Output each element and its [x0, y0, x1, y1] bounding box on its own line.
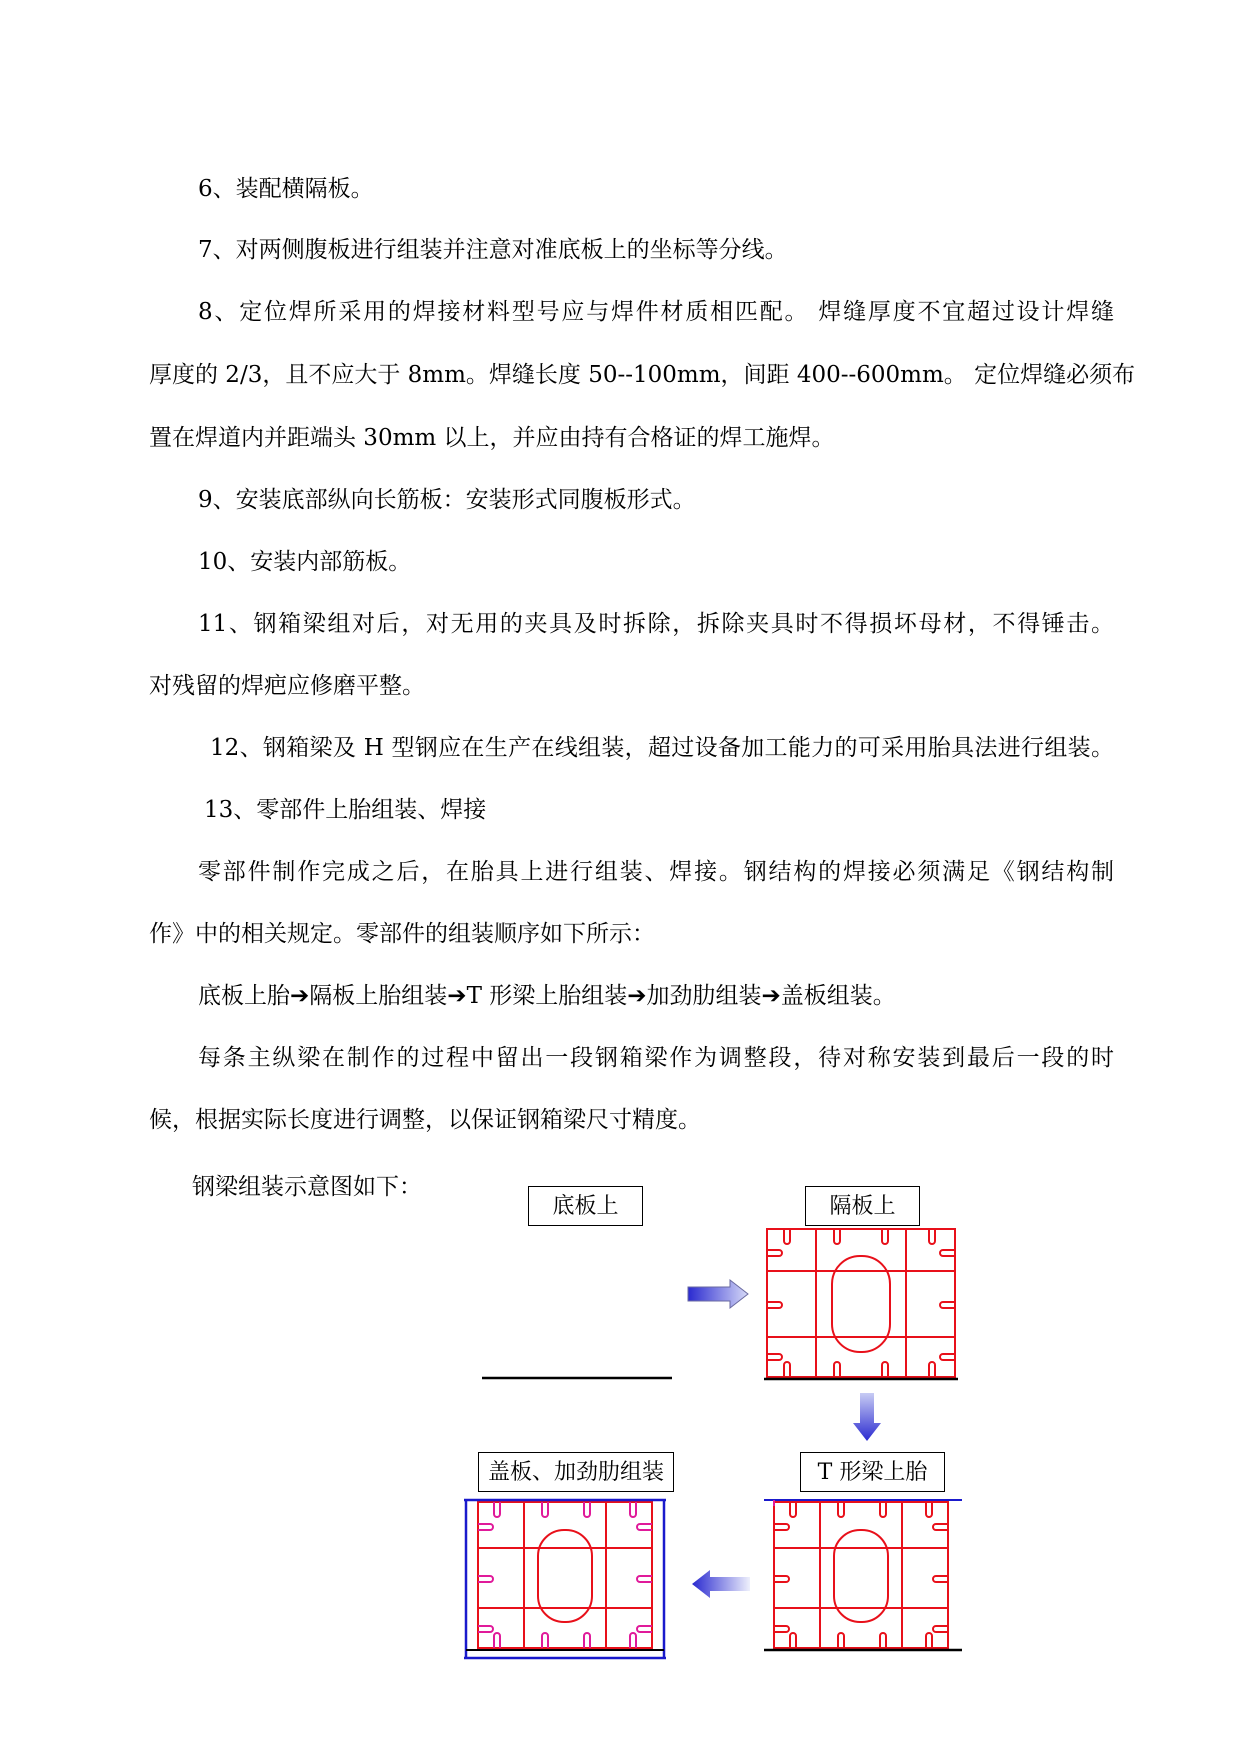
arrow-right-icon — [688, 1280, 750, 1310]
para-8-line-1: 8、定位焊所采用的焊接材料型号应与焊件材质相匹配。 焊缝厚度不宜超过设计焊缝 — [198, 299, 1114, 325]
para-7: 7、对两侧腹板进行组装并注意对准底板上的坐标等分线。 — [198, 237, 788, 263]
para-11-line-2: 对残留的焊疤应修磨平整。 — [149, 673, 425, 699]
assembly-para-line-2: 作》中的相关规定。零部件的组装顺序如下所示： — [149, 921, 655, 947]
seq-arrow-icon: ➔ — [761, 983, 781, 1009]
label-bottom-plate: 底板上 — [528, 1186, 643, 1226]
seq-step-4: 加劲肋组装 — [646, 983, 762, 1009]
seq-arrow-icon: ➔ — [447, 983, 467, 1009]
diagram-intro: 钢梁组装示意图如下： — [192, 1174, 422, 1200]
label-diaphragm: 隔板上 — [805, 1186, 920, 1226]
para-6: 6、装配横隔板。 — [198, 176, 374, 202]
arrow-left-icon — [692, 1570, 752, 1600]
para-12: 12、钢箱梁及 H 型钢应在生产在线组装，超过设备加工能力的可采用胎具法进行组装。 — [210, 735, 1114, 761]
bottom-plate-drawing — [482, 1376, 672, 1382]
seq-step-1: 底板上胎 — [198, 983, 290, 1009]
para-13-heading: 13、零部件上胎组装、焊接 — [204, 797, 487, 823]
label-cover-plate: 盖板、加劲肋组装 — [478, 1452, 674, 1492]
para-11-line-1: 11、钢箱梁组对后，对无用的夹具及时拆除，拆除夹具时不得损坏母材，不得锤击。 — [198, 611, 1114, 637]
para-8-line-2: 厚度的 2/3，且不应大于 8mm。焊缝长度 50--100mm，间距 400--600mm。 定位焊缝必须布 — [149, 362, 1136, 388]
arrow-down-icon — [852, 1393, 882, 1443]
seq-step-5: 盖板组装。 — [780, 983, 896, 1009]
para-10: 10、安装内部筋板。 — [198, 549, 412, 575]
seq-step-2: 隔板上胎组装 — [309, 983, 448, 1009]
adjust-para-line-1: 每条主纵梁在制作的过程中留出一段钢箱梁作为调整段，待对称安装到最后一段的时 — [198, 1045, 1114, 1071]
seq-arrow-icon: ➔ — [290, 983, 310, 1009]
assembly-para-line-1: 零部件制作完成之后，在胎具上进行组装、焊接。钢结构的焊接必须满足《钢结构制 — [198, 859, 1114, 885]
adjust-para-line-2: 候，根据实际长度进行调整，以保证钢箱梁尺寸精度。 — [149, 1107, 701, 1133]
seq-step-3: T 形梁上胎组装 — [466, 983, 628, 1009]
para-8-line-3: 置在焊道内并距端头 30mm 以上，并应由持有合格证的焊工施焊。 — [149, 425, 835, 451]
t-beam-section — [764, 1498, 964, 1660]
assembly-sequence — [198, 981, 896, 1011]
para-9: 9、安装底部纵向长筋板：安装形式同腹板形式。 — [198, 487, 696, 513]
seq-arrow-icon: ➔ — [627, 983, 647, 1009]
label-t-beam: T 形梁上胎 — [800, 1452, 945, 1492]
cover-plate-section — [462, 1498, 672, 1662]
diaphragm-section — [764, 1226, 964, 1388]
